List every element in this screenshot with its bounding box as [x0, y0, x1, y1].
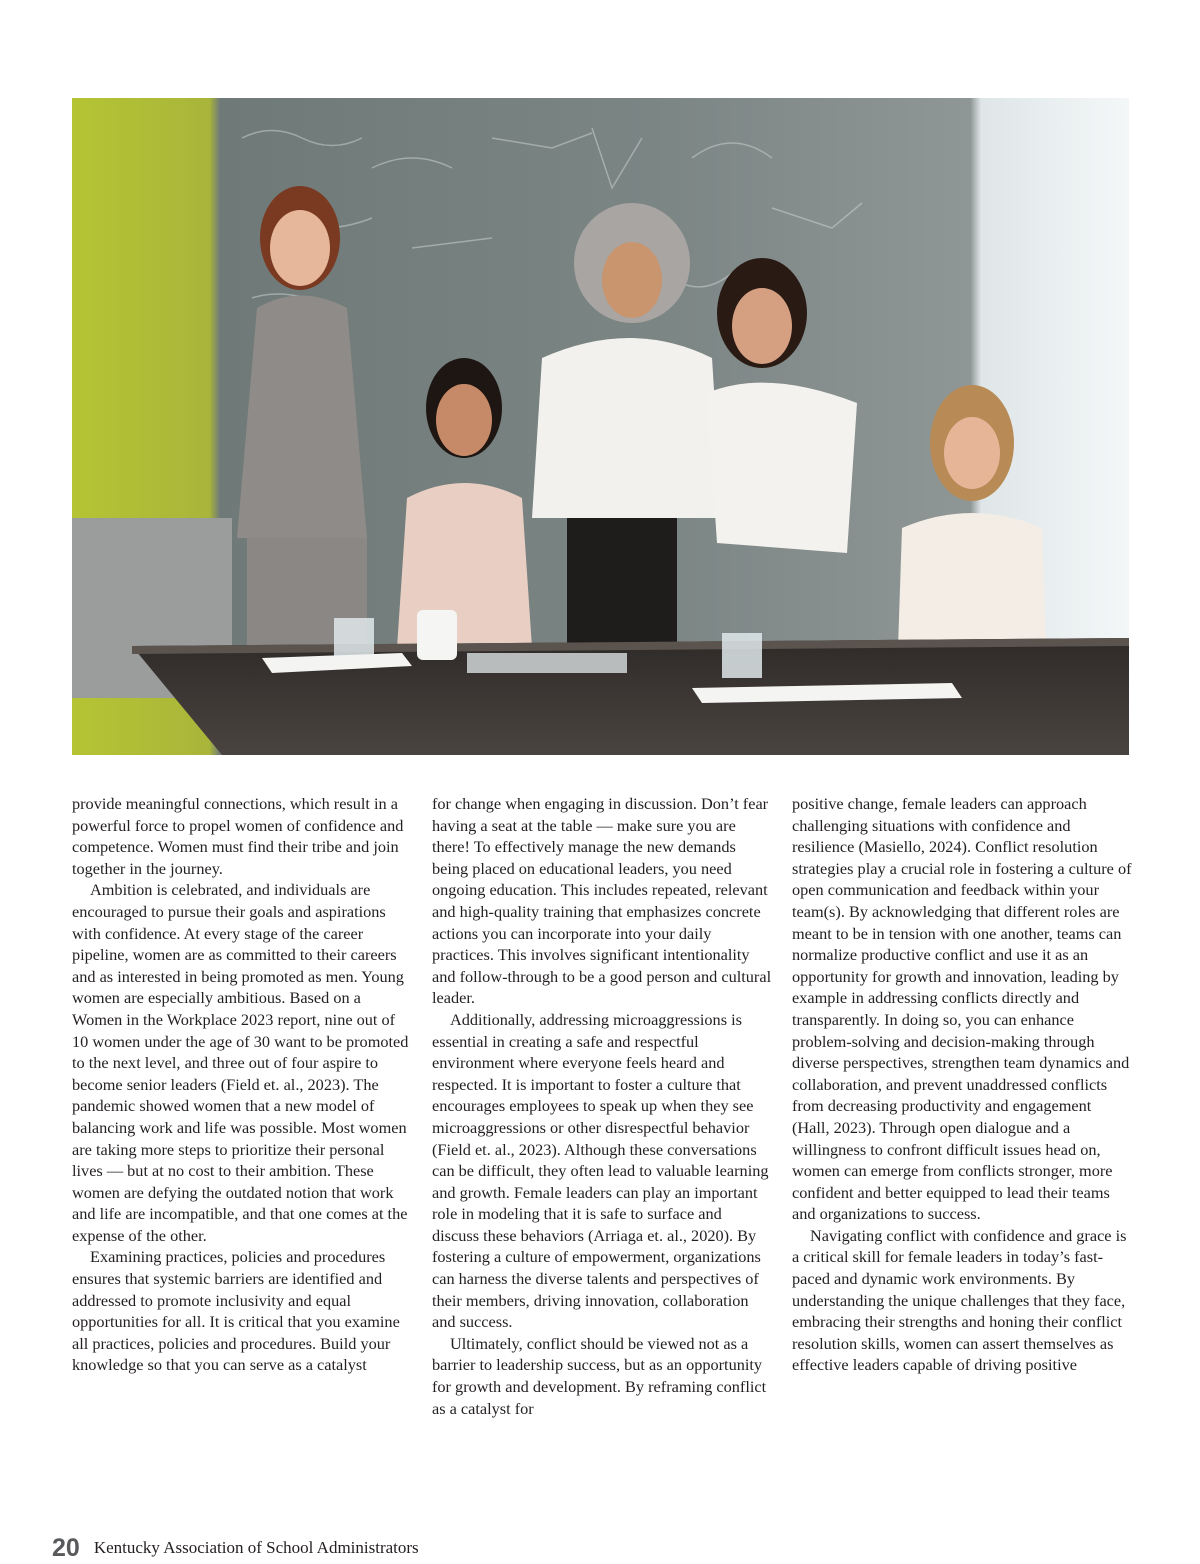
team-photo [72, 98, 1129, 755]
page-number: 20 [52, 1533, 80, 1562]
paragraph: Examining practices, policies and procedures ensures that systemic barriers are identified and addressed to promote inclusivity and equal opportunities for all. It is critical that you examine all practices, policies and procedures. Build your knowledge so that you can serve as a catalyst [72, 1247, 400, 1375]
publication-name: Kentucky Association of School Administrators [93, 1538, 419, 1557]
text-column-2 [432, 793, 772, 1419]
paragraph: for change when engaging in discussion. Don’t fear having a seat at the table — make sure you are there! To effectively manage the new demands being placed on educational leaders, you need ongoing education. This includes repeated, relevant and high-quality training that emphasizes concrete actions you can incorporate into your daily practices. This involves significant intentionality and follow-through to be a good person and cultural leader. [432, 794, 772, 1008]
paragraph: provide meaningful connections, which result in a powerful force to propel women of confidence and competence. Women must find their tribe and join together in the journey. [72, 794, 404, 878]
paragraph: Navigating conflict with confidence and grace is a critical skill for female leaders in today’s fast-paced and dynamic work environments. By understanding the unique challenges that they face, embracing their strengths and honing their conflict resolution skills, women can assert themselves as effective leaders capable of driving positive [792, 1225, 1127, 1375]
text-column-1 [72, 793, 412, 1376]
paragraph: Additionally, addressing microaggressions is essential in creating a safe and respectful environment where everyone feels heard and respected. It is important to foster a culture that encourages employees to speak up when they see microaggressions or other disrespectful behavior (Field et. al., 2023). Although these conversations can be difficult, they often lead to valuable learning and growth. Female leaders can play an important role in modeling that it is safe to surface and discuss these behaviors (Arriaga et. al., 2020). By fostering a culture of empowerment, organizations can harness the diverse talents and perspectives of their members, driving innovation, collaboration and success. [432, 1009, 769, 1332]
paragraph: Ultimately, conflict should be viewed not as a barrier to leadership success, but as an opportunity for growth and development. By reframing conflict as a catalyst for [432, 1333, 767, 1418]
paragraph: Ambition is celebrated, and individuals are encouraged to pursue their goals and aspirations with confidence. At every stage of the career pipeline, women are as committed to their careers and as interested in being promoted as men. Young women are especially ambitious. Based on a Women in the Workplace 2023 report, nine out of 10 women under the age of 30 want to be promoted to the next level, and three out of four aspire to become senior leaders (Field et. al., 2023). The pandemic showed women that a new model of balancing work and life was possible. Most women are taking more steps to prioritize their personal lives — but at no cost to their ambition. These women are defying the outdated notion that work and life are incompatible, and that one comes at the expense of the other. [72, 880, 409, 1245]
text-column-3 [792, 793, 1132, 1376]
paragraph: positive change, female leaders can approach challenging situations with confidence and resilience (Masiello, 2024). Conflict resolution strategies play a crucial role in fostering a culture of open communication and feedback within your team(s). By acknowledging that different roles are meant to be in tension with one another, teams can normalize productive conflict and use it as an opportunity for growth and innovation, leading by example in addressing conflicts directly and transparently. In doing so, you can enhance problem-solving and decision-making through diverse perspectives, strengthen team dynamics and collaboration, and prevent unaddressed conflicts from decreasing productivity and engagement (Hall, 2023). Through open dialogue and a willingness to confront difficult issues head on, women can emerge from conflicts stronger, more confident and better equipped to lead their teams and organizations to success. [792, 794, 1132, 1224]
team-photo-illustration [72, 98, 1129, 755]
page-footer [52, 1532, 419, 1564]
